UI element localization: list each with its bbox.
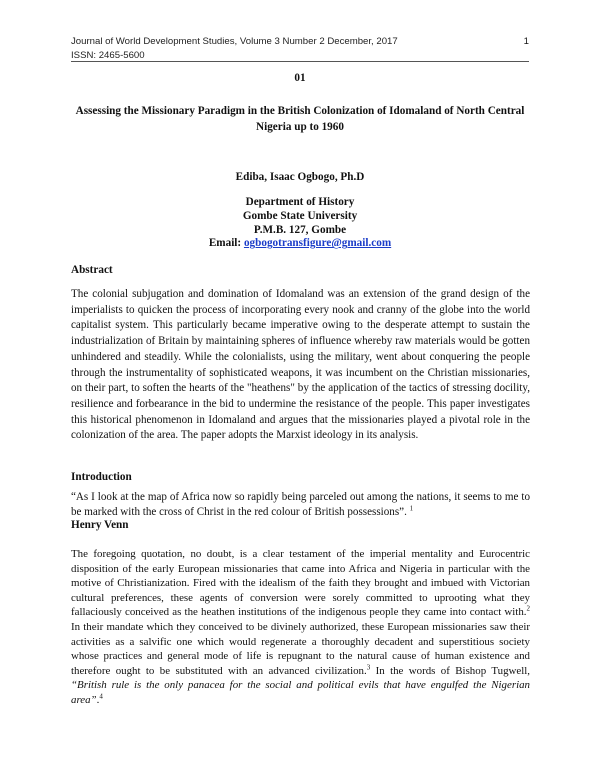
department: Department of History <box>245 196 355 208</box>
email-label: Email: <box>208 237 244 250</box>
abstract-heading: Abstract <box>71 264 113 276</box>
tugwell-quote: “British rule is the only panacea for the social and political evils that have engulfed the Nigerian area” <box>71 679 530 706</box>
intro-text-end: . <box>96 693 100 706</box>
header-rule <box>71 61 529 62</box>
article-number: 01 <box>294 72 306 84</box>
footnote-ref-1[interactable]: 1 <box>409 504 414 513</box>
footnote-ref-4[interactable]: 4 <box>99 692 103 701</box>
epigraph-quote <box>71 490 530 520</box>
page-number: 1 <box>523 36 529 47</box>
intro-text-1: The foregoing quotation, no doubt, is a clear testament of the imperial mentality and Eurocentric disposition of the early European missionaries that came into Africa and Nigeria in particular with the motive of Christianization. Fired with the idealism of the faith they brought and imbued with Victorian cultural preferences, these agents of conversion were sorely committed to uprooting what they fallaciously conceived as the heathen institutions of the indigenous people they came into contact with. <box>71 548 530 619</box>
email-link[interactable]: ogbogotransfigure@gmail.com <box>243 237 392 250</box>
quote-text: “As I look at the map of Africa now so rapidly being parceled out among the nations, it seems to me to be marked with the cross of Christ in the red colour of British possessions”. <box>71 491 530 518</box>
address: P.M.B. 127, Gombe <box>253 223 347 236</box>
email-line <box>71 237 529 251</box>
intro-text-3: In the words of Bishop Tugwell, <box>370 664 530 677</box>
quote-attribution: Henry Venn <box>71 519 129 531</box>
footnote-ref-2[interactable]: 2 <box>526 604 530 613</box>
intro-text-2: In their mandate which they conceived to be divinely authorized, these European missionaries saw their activities as a salvific one which would regenerate a thoroughly decadent and superstitious society whose practices and general mode of life is repugnant to the natural cause of human existence and therefore ought to be substituted with an advanced civilization. <box>71 620 530 677</box>
introduction-paragraph <box>71 547 530 708</box>
abstract-text: The colonial subjugation and domination of Idomaland was an extension of the grand design of the imperialists to quicken the process of incorporating every nook and cranny of the globe into the world capitalist system. This particularly became imperative owing to the desperate attempt to sustain the industrialization of Britain by maintaining spheres of influence whereby raw materials would be gotten unhindered and steadily. While the colonialists, using the military, went about conquering the people through the instrumentality of sophisticated weapons, it was incumbent on the Christian missionaries, on their part, to soften the hearts of the "heathens" by the application of the tactics of stressing docility, resilience and forbearance in the bid to undermine the resistance of the people. This paper investigates this historical phenomenon in Idomaland and argues that the missionaries played a pivotal role in the colonization of the area. The paper adopts the Marxist ideology in its analysis. <box>71 288 530 442</box>
author-name: Ediba, Isaac Ogbogo, Ph.D <box>235 171 365 183</box>
university: Gombe State University <box>242 209 358 222</box>
footnote-ref-3[interactable]: 3 <box>366 663 371 672</box>
affiliation-block <box>71 196 529 251</box>
journal-header: Journal of World Development Studies, Volume 3 Number 2 December, 2017 <box>71 36 398 47</box>
issn: ISSN: 2465-5600 <box>71 50 145 61</box>
paper-title: Assessing the Missionary Paradigm in the British Colonization of Idomaland of North Central Nigeria up to 1960 <box>75 105 525 133</box>
introduction-heading: Introduction <box>71 471 132 483</box>
